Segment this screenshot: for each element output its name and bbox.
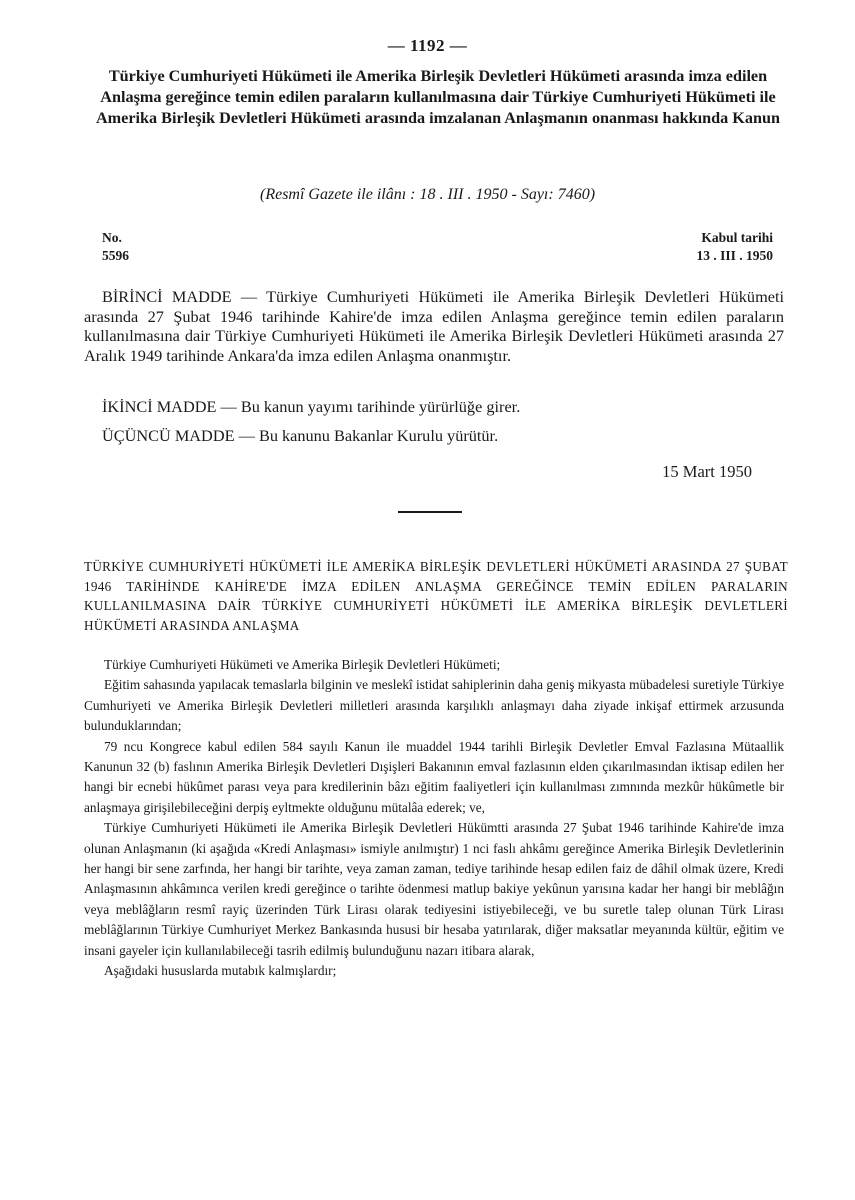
agreement-title: TÜRKİYE CUMHURİYETİ HÜKÜMETİ İLE AMERİKA BİRLEŞİK DEVLETLERİ HÜKÜMETİ ARASINDA 27 ŞUBAT 1946 TARİHİNDE KAHİRE'DE İMZA EDİLEN ANLAŞMA GEREĞİNCE TEMİN EDİLEN PARALARIN KULLANILMASINA DAİR TÜRKİYE CUMHURİYETİ HÜKÜMETİ İLE AMERİKA BİRLEŞİK DEVLETLERİ HÜKÜMETİ ARASINDA ANLAŞMA <box>84 559 788 633</box>
agreement-body <box>84 655 784 982</box>
acceptance-date: 13 . III . 1950 <box>696 248 773 263</box>
article-3 <box>84 426 784 446</box>
gazette-note: (Resmî Gazete ile ilânı : 18 . III . 1950 - Sayı: 7460) <box>259 186 596 203</box>
article-1-heading: BİRİNCİ MADDE — <box>102 287 258 306</box>
page-number: — 1192 — <box>387 36 468 55</box>
signature-date: 15 Mart 1950 <box>662 462 752 481</box>
agreement-paragraph: Aşağıdaki hususlarda mutabık kalmışlardır; <box>104 963 337 979</box>
agreement-paragraph: Eğitim sahasında yapılacak temaslarla bilginin ve meslekî istidat sahiplerinin daha geniş mikyasta mübadelesi suretiyle Türkiye Cumhuriyeti ve Amerika Birleşik Devletleri milletleri arasında karşılıklı anlaşmayı daha ziyade inkişaf ettirmek arzusunda bulunduklarından; <box>84 677 784 734</box>
agreement-paragraph: Türkiye Cumhuriyeti Hükümeti ile Amerika Birleşik Devletleri Hükümtti arasında 27 Şubat 1946 tarihinde Kahire'de imza olunan Anlaşmanın (ki aşağıda «Kredi Anlaşması» ismiyle anılmıştır) 1 nci faslı ahkâmı gereğince Amerika Birleşik Devletlerinin her hangi bir sene zarfında, her hangi bir tarihte, veya zaman zaman, tediye tarihinde hesap edilen faiz de dâhil olmak üzere, Kredi Anlaşmasının ahkâmınca verilen kredi gereğince o tarihte ödenmesi matlup bakiye yekûnun yarısına kadar her hangi bir meblâğın veya meblâğların resmî rayiç üzerinden Türk Lirası olarak tediyesini istiyebileceği, ve bu suretle talep olunan Türk Lirası meblâğlarının Türkiye Cumhuriyet Merkez Bankasında hususi bir hesaba yatırılarak, diğer maksatlar meyanında kültür, eğitim ve insani gayeler için kullanılabileceği tasrih edilmiş bulunduğunu nazarı itibara alarak, <box>84 820 784 958</box>
law-title: Türkiye Cumhuriyeti Hükümeti ile Amerika Birleşik Devletleri Hükümeti arasında imza edilen Anlaşma gereğince temin edilen paraların kullanılmasına dair Türkiye Cumhuriyeti Hükümeti ile Amerika Birleşik Devletleri Hükümeti arasında imzalanan Anlaşmanın onanması hakkında Kanun <box>95 67 781 127</box>
article-3-text: Bu kanunu Bakanlar Kurulu yürütür. <box>258 426 499 445</box>
article-1 <box>84 287 784 365</box>
article-2-text: Bu kanun yayımı tarihinde yürürlüğe girer. <box>240 397 521 416</box>
article-3-heading: ÜÇÜNCÜ MADDE — <box>102 426 255 445</box>
agreement-paragraph: Türkiye Cumhuriyeti Hükümeti ve Amerika Birleşik Devletleri Hükümeti; <box>104 657 501 672</box>
article-2-heading: İKİNCİ MADDE — <box>102 397 237 416</box>
article-2 <box>84 397 784 417</box>
agreement-paragraph: 79 ncu Kongrece kabul edilen 584 sayılı Kanun ile muaddel 1944 tarihli Birleşik Devletler Emval Fazlasına Mütaallik Kanunun 32 (b) faslının Amerika Birleşik Devletleri Dışişleri Bakanının emval fazlasının elden çıkarılmasından iktisap edilen her hangi bir ecnebi hükûmet parası veya para kredilerinin bâzı eğitim faaliyetleri için kullanılması zımnında mezkûr hükûmetle bir anlaşmaya girişilebileceğini derpiş eyltmekte olduğunu mütalâa ederek; ve, <box>84 738 784 815</box>
law-number-label: No. <box>102 230 122 245</box>
law-number: 5596 <box>102 248 129 263</box>
article-1-text: Türkiye Cumhuriyeti Hükümeti ile Amerika Birleşik Devletleri Hükümeti arasında 27 Şubat 1946 tarihinde Kahire'de imza edilen Anlaşma gereğince temin edilen paraların kullanılmasına dair Türkiye Cumhuriyeti Hükümeti ile Amerika Birleşik Devletleri Hükümeti arasında 27 Aralık 1949 tarihinde Ankara'da imza edilen Anlaşma onanmıştır. <box>84 287 785 365</box>
section-divider <box>398 511 462 513</box>
acceptance-date-label: Kabul tarihi <box>701 230 773 245</box>
